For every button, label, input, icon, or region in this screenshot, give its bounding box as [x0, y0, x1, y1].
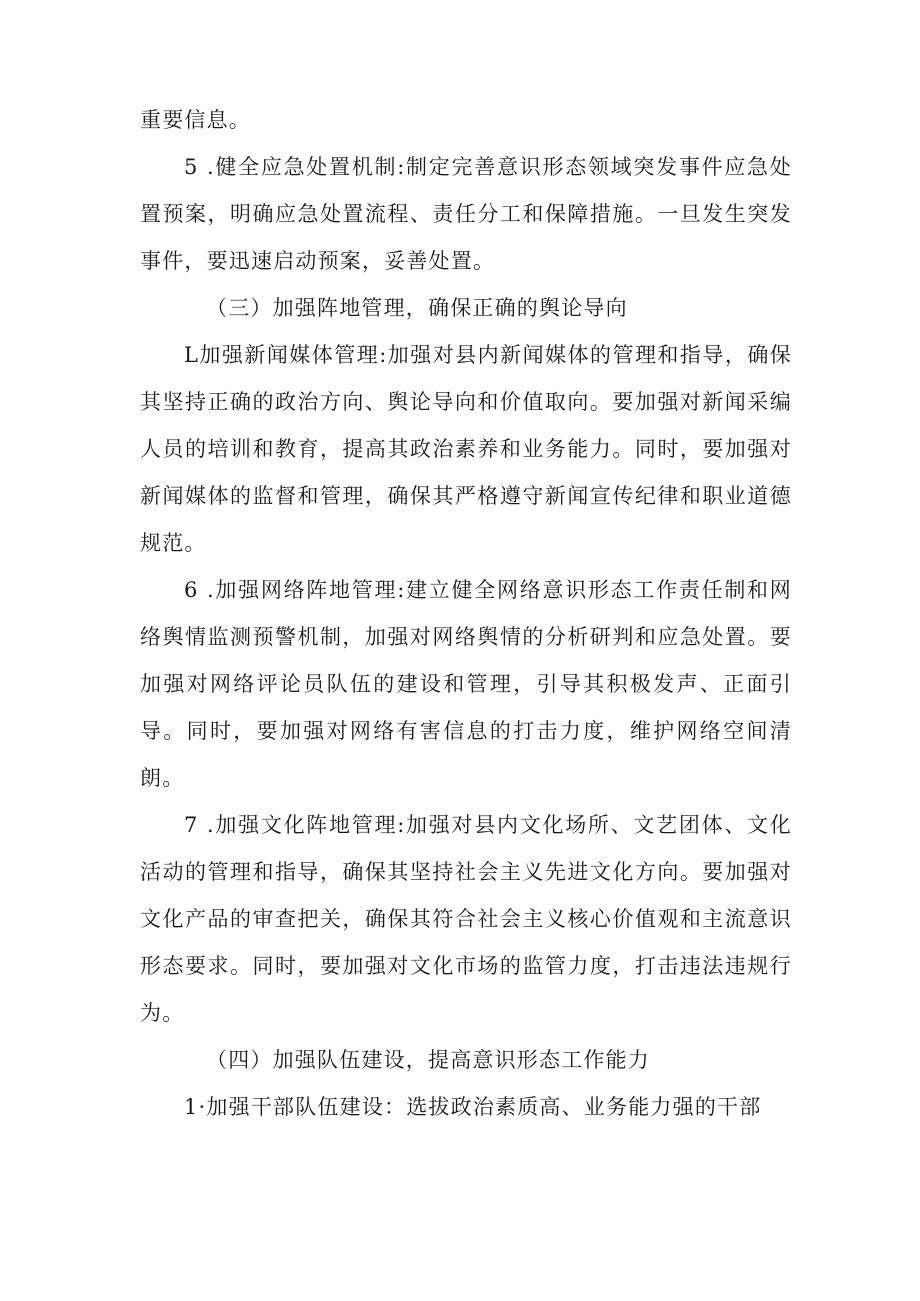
section-heading-3: （三）加强阵地管理，确保正确的舆论导向	[206, 296, 628, 320]
item-1-cadre-team: 1·加强干部队伍建设：选拔政治素质高、业务能力强的干部	[184, 1095, 762, 1119]
item-5-emergency-mechanism: 5 .健全应急处置机制:制定完善意识形态领域突发事件应急处置预案，明确应急处置流程、责任分工和保障措施。一旦发生突发事件，要迅速启动预案，妥善处置。	[140, 155, 792, 273]
item-6-network-platform: 6 .加强网络阵地管理:建立健全网络意识形态工作责任制和网络舆情监测预警机制，加强对网络舆情的分析研判和应急处置。要加强对网络评论员队伍的建设和管理，引导其积极发声、正面引导。同时，要加强对网络有害信息的打击力度，维护网络空间清朗。	[140, 578, 792, 790]
paragraph-continuation: 重要信息。	[140, 108, 251, 132]
item-1-news-media: L加强新闻媒体管理:加强对县内新闻媒体的管理和指导，确保其坚持正确的政治方向、舆论导向和价值取向。要加强对新闻采编人员的培训和教育，提高其政治素养和业务能力。同时，要加强对新闻媒体的监督和管理，确保其严格遵守新闻宣传纪律和职业道德规范。	[140, 343, 792, 555]
document-page	[140, 97, 792, 1131]
item-7-culture-platform: 7 .加强文化阵地管理:加强对县内文化场所、文艺团体、文化活动的管理和指导，确保其坚持社会主义先进文化方向。要加强对文化产品的审查把关，确保其符合社会主义核心价值观和主流意识形态要求。同时，要加强对文化市场的监管力度，打击违法违规行为。	[140, 813, 792, 1025]
section-heading-4: （四）加强队伍建设，提高意识形态工作能力	[206, 1048, 650, 1072]
